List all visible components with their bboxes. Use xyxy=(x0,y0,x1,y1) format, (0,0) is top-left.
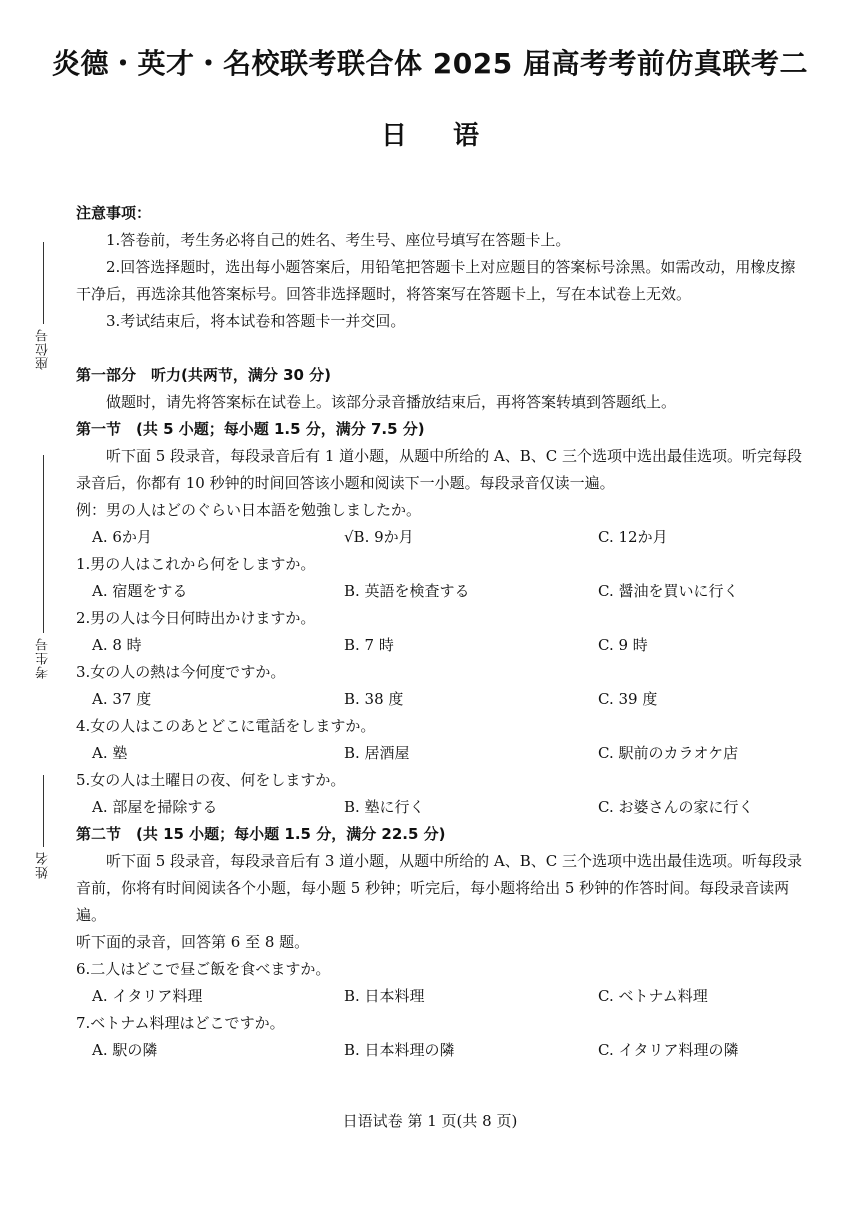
part1-instruction: 做题时，请先将答案标在试卷上。该部分录音播放结束后，再将答案转填到答题纸上。 xyxy=(106,393,677,411)
seat-number-label: 座位号 xyxy=(35,328,51,370)
group-intro: 听下面的录音，回答第 6 至 8 题。 xyxy=(76,933,310,951)
option-c: C. 12か月 xyxy=(598,528,668,546)
section2-instruction: 听下面 5 段录音，每段录音后有 3 道小题，从题中所给的 A、B、C 三个选项中选出最佳选项。听每段录音前，你将有时间阅读各个小题，每小题 5 秒钟；听完后，每小题将给出 5 秒钟的作答时间。每段录音读两遍。 xyxy=(76,852,803,924)
question-4: 4.女の人はこのあとどこに電話をしますか。 xyxy=(76,717,376,735)
option-a: A. 部屋を掃除する xyxy=(92,798,218,816)
seat-number-line xyxy=(43,242,44,324)
question-7: 7.ベトナム料理はどこですか。 xyxy=(76,1014,285,1032)
example-options xyxy=(76,524,804,551)
name-line xyxy=(43,775,44,847)
option-c: C. 9 時 xyxy=(598,636,648,654)
question-6-options xyxy=(76,983,804,1010)
option-b: B. 7 時 xyxy=(344,636,394,654)
exam-content xyxy=(76,200,804,1064)
notes-heading: 注意事项： xyxy=(76,204,152,222)
question-6: 6.二人はどこで昼ご飯を食べますか。 xyxy=(76,960,331,978)
option-b: B. 日本料理の隣 xyxy=(344,1041,455,1059)
option-a: A. 8 時 xyxy=(92,636,142,654)
note-item: 1.答卷前，考生务必将自己的姓名、考生号、座位号填写在答题卡上。 xyxy=(106,231,571,249)
question-3: 3.女の人の熱は今何度ですか。 xyxy=(76,663,286,681)
option-b: B. 38 度 xyxy=(344,690,404,708)
option-b: B. 居酒屋 xyxy=(344,744,410,762)
option-a: A. 37 度 xyxy=(92,690,152,708)
question-3-options xyxy=(76,686,804,713)
note-item: 2.回答选择题时，选出每小题答案后，用铅笔把答题卡上对应题目的答案标号涂黑。如需改动，用橡皮擦干净后，再选涂其他答案标号。回答非选择题时，将答案写在答题卡上，写在本试卷上无效。 xyxy=(76,258,796,303)
page-footer: 日语试卷 第 1 页(共 8 页) xyxy=(342,1112,518,1130)
question-1-options xyxy=(76,578,804,605)
option-a: A. 6か月 xyxy=(92,528,152,546)
question-2-options xyxy=(76,632,804,659)
option-b: B. 日本料理 xyxy=(344,987,425,1005)
section1-instruction: 听下面 5 段录音，每段录音后有 1 道小题，从题中所给的 A、B、C 三个选项中选出最佳选项。听完每段录音后，你都有 10 秒钟的时间回答该小题和阅读下一小题。每段录音仅读一遍。 xyxy=(76,447,803,492)
note-item: 3.考试结束后，将本试卷和答题卡一并交回。 xyxy=(106,312,406,330)
section1-heading: 第一节 (共 5 小题；每小题 1.5 分，满分 7.5 分) xyxy=(76,420,425,438)
option-c: C. 39 度 xyxy=(598,690,658,708)
option-a: A. 塾 xyxy=(92,744,128,762)
option-b: B. 英語を検査する xyxy=(344,582,470,600)
part1-heading: 第一部分 听力(共两节，满分 30 分) xyxy=(76,366,332,384)
subject-title: 日语 xyxy=(380,121,525,151)
option-c: C. 駅前のカラオケ店 xyxy=(598,744,739,762)
question-5: 5.女の人は土曜日の夜、何をしますか。 xyxy=(76,771,346,789)
option-b: B. 塾に行く xyxy=(344,798,425,816)
exam-title: 炎德・英才・名校联考联合体 2025 届高考考前仿真联考二 xyxy=(52,47,808,80)
option-c: C. イタリア料理の隣 xyxy=(598,1041,739,1059)
option-a: A. 宿題をする xyxy=(92,582,188,600)
option-c: C. 醤油を買いに行く xyxy=(598,582,739,600)
question-5-options xyxy=(76,794,804,821)
seat-number-field xyxy=(30,242,56,370)
question-2: 2.男の人は今日何時出かけますか。 xyxy=(76,609,316,627)
section2-heading: 第二节 (共 15 小题；每小题 1.5 分，满分 22.5 分) xyxy=(76,825,446,843)
option-c: C. ベトナム料理 xyxy=(598,987,708,1005)
option-c: C. お婆さんの家に行く xyxy=(598,798,754,816)
question-4-options xyxy=(76,740,804,767)
option-a: A. 駅の隣 xyxy=(92,1041,158,1059)
name-label: 姓名 xyxy=(35,851,51,879)
question-1: 1.男の人はこれから何をしますか。 xyxy=(76,555,316,573)
example-question: 例：男の人はどのぐらい日本語を勉強しましたか。 xyxy=(76,501,422,519)
option-a: A. イタリア料理 xyxy=(92,987,203,1005)
exam-number-field xyxy=(30,455,56,679)
exam-number-label: 考生号 xyxy=(35,637,51,679)
exam-number-line xyxy=(43,455,44,633)
name-field xyxy=(30,775,56,879)
option-b: √B. 9か月 xyxy=(344,528,414,546)
question-7-options xyxy=(76,1037,804,1064)
